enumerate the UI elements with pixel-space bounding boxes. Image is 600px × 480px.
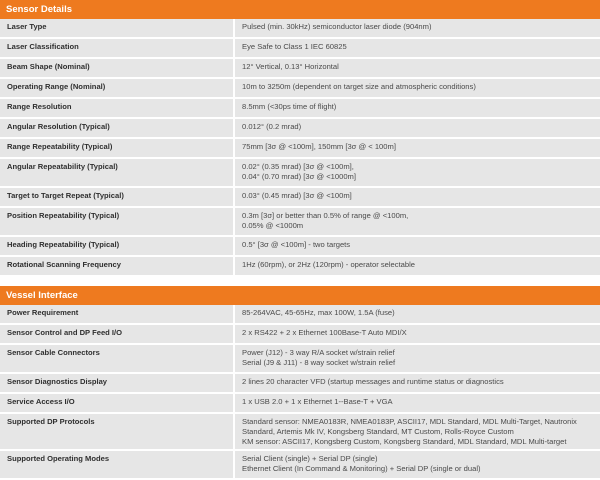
spec-label: Beam Shape (Nominal) (0, 58, 234, 78)
table-row (0, 207, 600, 236)
spec-label: Position Repeatability (Typical) (0, 207, 234, 236)
spec-value: 85-264VAC, 45-65Hz, max 100W, 1.5A (fuse) (234, 305, 600, 324)
spec-value: Pulsed (min. 30kHz) semiconductor laser diode (904nm) (234, 19, 600, 38)
spec-label: Sensor Diagnostics Display (0, 373, 234, 393)
spec-label: Sensor Cable Connectors (0, 344, 234, 373)
spec-label: Power Requirement (0, 305, 234, 324)
spec-value: Eye Safe to Class 1 IEC 60825 (234, 38, 600, 58)
table-row (0, 58, 600, 78)
spec-value: 1 x USB 2.0 + 1 x Ethernet 1--Base-T + VGA (234, 393, 600, 413)
spec-value: Standard sensor: NMEA0183R, NMEA0183P, ASCII17, MDL Standard, MDL Multi-Target, Nautronix Standard, Artemis Mk IV, Kongsberg Standard, MT Custom, Rolls-Royce Custom KM sensor: ASCII17, Kongsberg Custom, Kongsberg Standard, MDL Standard, MDL Multi-target (234, 413, 600, 450)
table-row (0, 98, 600, 118)
spec-label: Sensor Control and DP Feed I/O (0, 324, 234, 344)
spec-value: 8.5mm (<30ps time of flight) (234, 98, 600, 118)
table-row (0, 373, 600, 393)
spec-label: Heading Repeatability (Typical) (0, 236, 234, 256)
table-row (0, 256, 600, 276)
spec-label: Service Access I/O (0, 393, 234, 413)
table-row (0, 413, 600, 450)
spec-value: Serial Client (single) + Serial DP (single) Ethernet Client (In Command & Monitoring) + Serial DP (single or dual) (234, 450, 600, 479)
table-row (0, 393, 600, 413)
table-row (0, 450, 600, 479)
spec-value: 0.03° (0.45 mrad) [3σ @ <100m] (234, 187, 600, 207)
spec-label: Laser Classification (0, 38, 234, 58)
spec-label: Laser Type (0, 19, 234, 38)
spec-label: Angular Repeatability (Typical) (0, 158, 234, 187)
table-row (0, 78, 600, 98)
spec-label: Operating Range (Nominal) (0, 78, 234, 98)
spec-label: Target to Target Repeat (Typical) (0, 187, 234, 207)
table-row (0, 344, 600, 373)
vessel-interface-header: Vessel Interface (0, 286, 600, 305)
table-row (0, 138, 600, 158)
table-row (0, 118, 600, 138)
spec-value: 75mm [3σ @ <100m], 150mm [3σ @ < 100m] (234, 138, 600, 158)
spec-label: Rotational Scanning Frequency (0, 256, 234, 276)
spec-value: 0.012° (0.2 mrad) (234, 118, 600, 138)
spec-value: 12° Vertical, 0.13° Horizontal (234, 58, 600, 78)
spec-label: Range Resolution (0, 98, 234, 118)
spec-label: Supported Operating Modes (0, 450, 234, 479)
spec-value: 0.5° [3σ @ <100m] - two targets (234, 236, 600, 256)
spec-label: Range Repeatability (Typical) (0, 138, 234, 158)
table-row (0, 38, 600, 58)
spec-label: Angular Resolution (Typical) (0, 118, 234, 138)
spec-value: 0.3m [3σ] or better than 0.5% of range @ <100m, 0.05% @ <1000m (234, 207, 600, 236)
table-row (0, 158, 600, 187)
table-row (0, 187, 600, 207)
spec-value: 2 x RS422 + 2 x Ethernet 100Base-T Auto MDI/X (234, 324, 600, 344)
spec-value: Power (J12) - 3 way R/A socket w/strain relief Serial (J9 & J11) - 8 way socket w/strain relief (234, 344, 600, 373)
table-row (0, 305, 600, 324)
spec-value: 2 lines 20 character VFD (startup messages and runtime status or diagnostics (234, 373, 600, 393)
sensor-details-header: Sensor Details (0, 0, 600, 19)
section-divider (0, 277, 600, 286)
sensor-details-table (0, 19, 600, 277)
vessel-interface-table (0, 305, 600, 480)
spec-value: 10m to 3250m (dependent on target size and atmospheric conditions) (234, 78, 600, 98)
table-row (0, 19, 600, 38)
spec-value: 1Hz (60rpm), or 2Hz (120rpm) - operator selectable (234, 256, 600, 276)
table-row (0, 324, 600, 344)
table-row (0, 236, 600, 256)
spec-value: 0.02° (0.35 mrad) [3σ @ <100m], 0.04° (0.70 mrad) [3σ @ <1000m] (234, 158, 600, 187)
spec-label: Supported DP Protocols (0, 413, 234, 450)
